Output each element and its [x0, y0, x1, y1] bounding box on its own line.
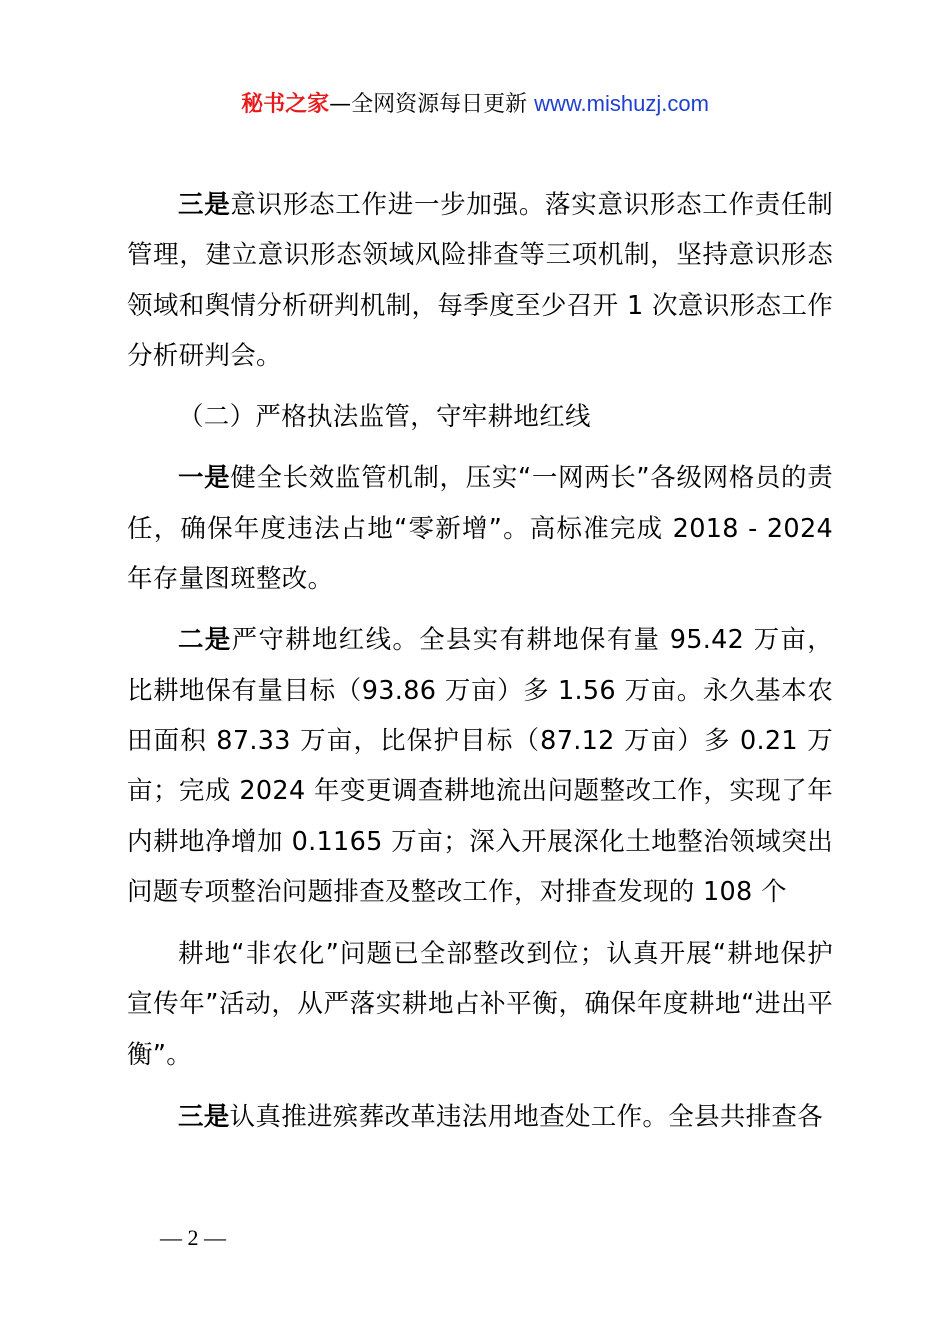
paragraph-funeral-reform: [127, 1092, 833, 1142]
section-heading: [127, 392, 833, 442]
document-body: [127, 180, 833, 1142]
paragraph-text: 意识形态工作进一步加强。落实意识形态工作责任制管理，建立意识形态领域风险排查等三项机制，坚持意识形态领域和舆情分析研判机制，每季度至少召开 1 次意识形态工作分析研判会。: [127, 190, 833, 371]
brand-name: 秘书之家: [241, 92, 330, 117]
paragraph-lead: 三是: [178, 1102, 230, 1133]
paragraph-text: 认真推进殡葬改革违法用地查处工作。全县共排查各: [229, 1102, 824, 1133]
paragraph-farmland-continued: [127, 929, 833, 1080]
site-banner: [0, 88, 950, 121]
paragraph-lead: 一是: [178, 463, 231, 494]
paragraph-text: 健全长效监管机制，压实“一网两长”各级网格员的责任，确保年度违法占地“零新增”。高标准完成 2018 - 2024 年存量图斑整改。: [127, 463, 833, 595]
paragraph-supervision: [127, 453, 833, 604]
paragraph-text: 耕地“非农化”问题已全部整改到位；认真开展“耕地保护宣传年”活动，从严落实耕地占补平衡，确保年度耕地“进出平衡”。: [127, 939, 833, 1070]
paragraph-lead: 三是: [178, 190, 231, 220]
paragraph-farmland: [127, 615, 833, 917]
site-slogan: —全网资源每日更新: [329, 92, 535, 117]
page-number: — 2 —: [160, 1225, 226, 1250]
paragraph-ideology: [127, 180, 833, 381]
paragraph-text: 严守耕地红线。全县实有耕地保有量 95.42 万亩，比耕地保有量目标（93.86 万亩）多 1.56 万亩。永久基本农田面积 87.33 万亩，比保护目标（87.12 万亩）多 0.21 万亩；完成 2024 年变更调查耕地流出问题整改工作，实现了年内耕地净增加 0.1165 万亩；深入开展深化土地整治领域突出问题专项整治问题排查及整改工作，对排查发现的 108 个: [127, 625, 833, 907]
paragraph-lead: 二是: [178, 625, 232, 656]
section-heading-text: （二）严格执法监管，守牢耕地红线: [178, 402, 591, 433]
site-url-link[interactable]: www.mishuzj.com: [534, 91, 709, 116]
